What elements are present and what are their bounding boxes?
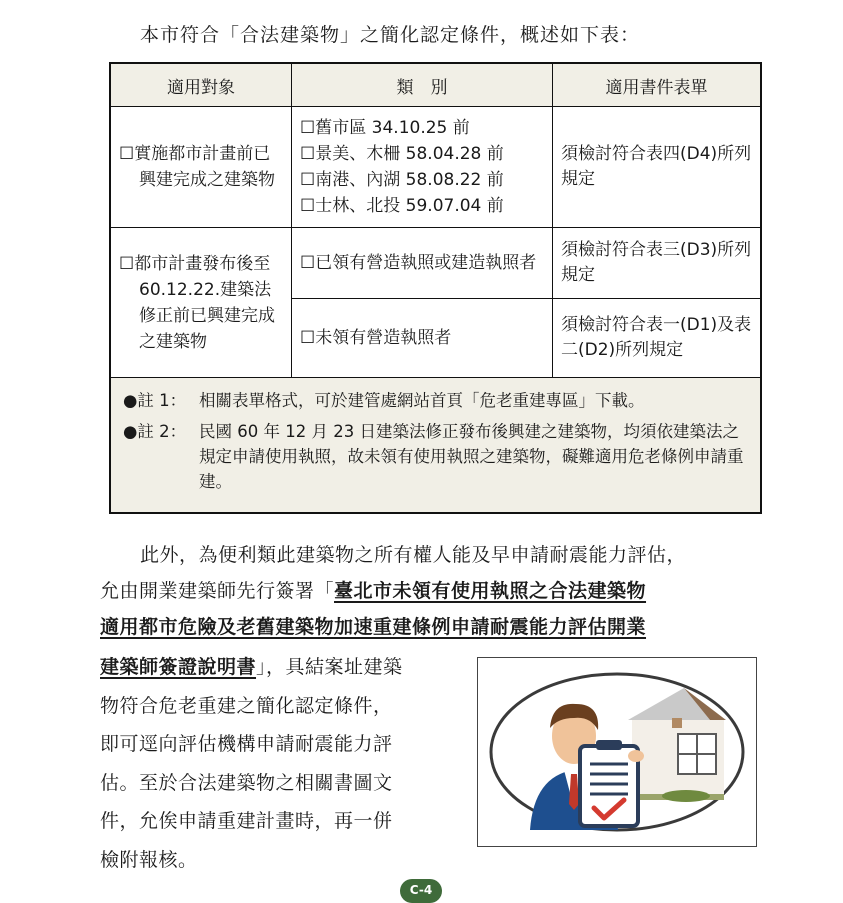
category-label: 未領有營造執照者 <box>315 328 452 348</box>
table-row <box>110 107 761 228</box>
illustration-frame <box>477 657 757 847</box>
category-checkbox[interactable] <box>300 325 544 351</box>
note-label: ●註 2： <box>123 422 187 441</box>
category-label: 士林、北投 59.07.04 前 <box>315 196 504 216</box>
header-target: 適用對象 <box>110 63 292 107</box>
category-label: 南港、內湖 58.08.22 前 <box>315 170 504 190</box>
architect-house-illustration <box>478 658 756 846</box>
note-1 <box>123 388 750 413</box>
note-text: 民國 60 年 12 月 23 日建築法修正發布後興建之建築物，均須依建築法之規定申請使用執照，故未領有使用執照之建築物，礙難適用危老條例申請重建。 <box>199 422 744 491</box>
form-cell: 須檢討符合表一(D1)及表二(D2)所列規定 <box>553 299 762 378</box>
intro-text: 本市符合「合法建築物」之簡化認定條件，概述如下表： <box>140 24 641 46</box>
target-checkbox-2[interactable] <box>119 251 283 355</box>
note-2 <box>123 419 750 494</box>
page-number-badge: C-4 <box>400 879 442 903</box>
category-checkbox[interactable] <box>300 193 544 219</box>
category-label: 舊市區 34.10.25 前 <box>315 118 470 138</box>
header-category: 類 別 <box>292 63 553 107</box>
category-label: 景美、木柵 58.04.28 前 <box>315 144 504 164</box>
paragraph-line: 檢附報核。 <box>100 848 198 871</box>
paragraph-line-2 <box>100 576 646 603</box>
category-label: 已領有營造執照或建造執照者 <box>315 253 537 273</box>
target-cell <box>110 107 292 228</box>
document-title-part-2: 適用都市危險及老舊建築物加速重建條例申請耐震能力評估開業 <box>100 616 647 638</box>
document-title-part-3: 建築師簽證說明書 <box>100 656 257 678</box>
criteria-table <box>109 62 762 514</box>
document-clipboard-icon <box>580 740 644 826</box>
notes-cell <box>110 378 761 514</box>
paragraph-side-text <box>100 648 460 879</box>
category-checkbox[interactable] <box>300 167 544 193</box>
target-label: 都市計畫發布後至60.12.22.建築法修正前已興建完成之建築物 <box>134 253 275 352</box>
category-checkbox[interactable] <box>300 115 544 141</box>
paragraph-line-3 <box>100 612 646 639</box>
target-cell <box>110 228 292 378</box>
category-checkbox[interactable] <box>300 250 544 276</box>
paragraph-line: 即可逕向評估機構申請耐震能力評 <box>100 733 393 755</box>
paragraph-line-1: 此外，為便利類此建築物之所有權人能及早申請耐震能力評估， <box>140 544 687 566</box>
note-text: 相關表單格式，可於建管處網站首頁「危老重建專區」下載。 <box>199 391 645 410</box>
target-checkbox-1[interactable] <box>119 141 283 193</box>
document-title-part-1: 臺北市未領有使用執照之合法建築物 <box>334 580 647 602</box>
paragraph-line: 物符合危老重建之簡化認定條件， <box>100 694 393 717</box>
paragraph-line-4 <box>100 648 460 687</box>
note-label: ●註 1： <box>123 391 187 410</box>
paragraph-line: 件，允俟申請重建計畫時，再一併 <box>100 810 393 832</box>
paragraph-suffix: 」，具結案址建築 <box>256 656 403 678</box>
header-form: 適用書件表單 <box>553 63 762 107</box>
form-cell: 須檢討符合表四(D4)所列規定 <box>553 107 762 228</box>
category-checkbox[interactable] <box>300 141 544 167</box>
category-cell <box>292 299 553 378</box>
target-label: 實施都市計畫前已興建完成之建築物 <box>134 144 275 190</box>
table-row <box>110 228 761 299</box>
paragraph-line: 估。至於合法建築物之相關書圖文 <box>100 771 393 794</box>
form-cell: 須檢討符合表三(D3)所列規定 <box>553 228 762 299</box>
category-cell <box>292 228 553 299</box>
paragraph-prefix: 允由開業建築師先行簽署「 <box>100 580 335 602</box>
category-cell <box>292 107 553 228</box>
notes-row <box>110 378 761 514</box>
table-header-row <box>110 63 761 107</box>
